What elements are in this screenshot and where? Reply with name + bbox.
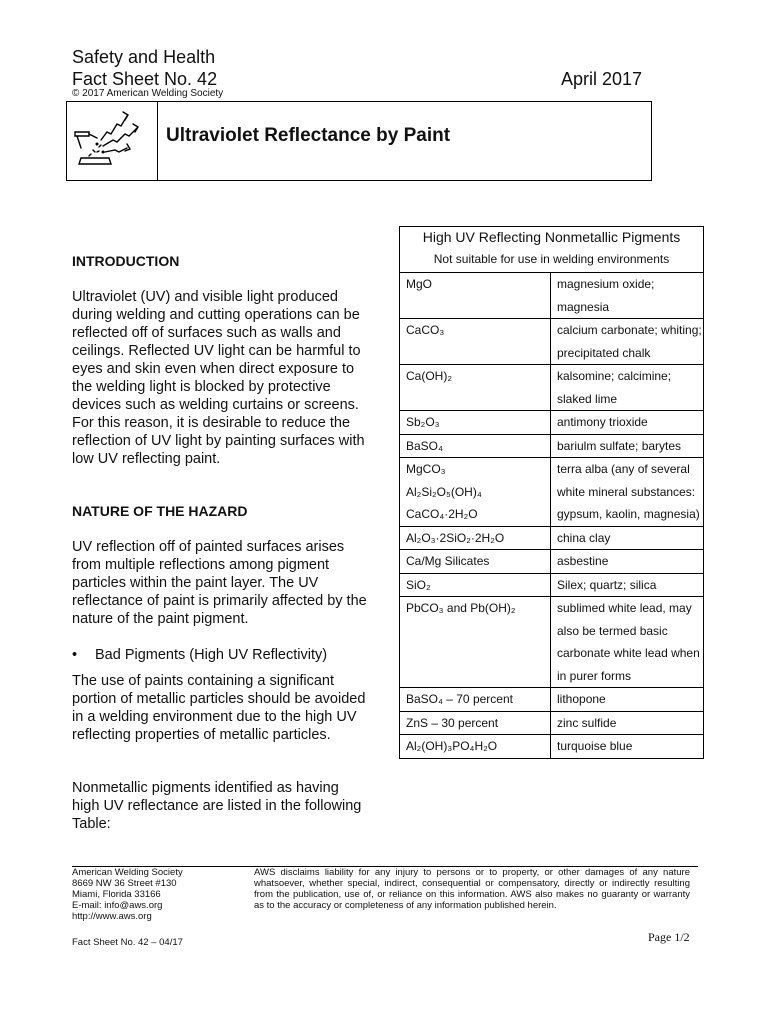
metallic-paragraph: The use of paints containing a significant portion of metallic particles should be avoided in a welding environment due to the high UV reflecting properties of metallic particles. [72, 673, 366, 743]
table-intro-paragraph: Nonmetallic pigments identified as having high UV reflectance are listed in the following Table: [72, 780, 362, 832]
footer-website: http://www.aws.org [72, 911, 152, 922]
pigment-name: kalsomine; calcimine; slaked lime [557, 369, 672, 406]
bullet-text: Bad Pigments (High UV Reflectivity) [95, 647, 328, 663]
pigment-name: terra alba (any of several white mineral substances: gypsum, kaolin, magnesia) [557, 462, 700, 521]
page-title: Ultraviolet Reflectance by Paint [166, 125, 451, 146]
pigment-formula: Al₂O₃·2SiO₂·2H₂O [400, 527, 551, 550]
pigment-formula: MgO [400, 273, 551, 318]
pigment-formula: BaSO₄ [400, 435, 551, 458]
pigment-name: zinc sulfide [557, 715, 617, 730]
hazard-heading: NATURE OF THE HAZARD [72, 503, 248, 519]
page-number: Page 1/2 [648, 930, 690, 944]
fact-sheet-number: Fact Sheet No. 42 [72, 69, 218, 89]
pigment-name: magnesium oxide; magnesia [557, 277, 655, 314]
copyright: © 2017 American Welding Society [72, 88, 224, 99]
pigment-name: asbestine [557, 554, 609, 568]
table-row [400, 712, 703, 736]
pigment-name: bariulm sulfate; barytes [557, 438, 682, 453]
pigments-table [399, 226, 704, 759]
pigment-name: sublimed white lead, may also be termed basic carbonate white lead when in purer forms [557, 601, 700, 683]
publication-date: April 2017 [561, 69, 643, 89]
pigment-formula: PbCO₃ and Pb(OH)₂ [400, 597, 551, 687]
intro-heading: INTRODUCTION [72, 253, 180, 269]
series-title: Safety and Health [72, 47, 216, 67]
title-box [66, 101, 652, 181]
pigment-formula: CaCO₃ [400, 319, 551, 364]
table-row [400, 365, 703, 411]
table-row [400, 550, 703, 574]
pigment-formula: Ca(OH)₂ [400, 365, 551, 410]
footer-email: E-mail: info@aws.org [72, 900, 163, 911]
footer-address [72, 867, 183, 922]
table-row [400, 574, 703, 598]
pigment-formula: BaSO₄ – 70 percent [400, 688, 551, 711]
table-row [400, 411, 703, 435]
pigment-name: antimony trioxide [557, 415, 648, 429]
pigment-name: lithopone [557, 692, 606, 706]
hazard-paragraph: UV reflection off of painted surfaces arises from multiple reflections among pigment particles within the paint layer. The UV reflectance of paint is primarily affected by the nature of the paint pigment. [72, 539, 367, 627]
welding-arc-icon [67, 102, 158, 180]
table-subtitle: Not suitable for use in welding environments [400, 246, 703, 273]
table-row [400, 688, 703, 712]
table-row [400, 435, 703, 459]
pigment-formula: ZnS – 30 percent [400, 712, 551, 735]
bullet-dot-icon: • [72, 647, 78, 663]
pigment-formula: MgCO₃ Al₂Si₂O₅(OH)₄ CaCO₄·2H₂O [400, 458, 551, 526]
footer-org: American Welding Society [72, 867, 183, 878]
pigment-formula: Sb₂O₃ [400, 411, 551, 434]
pigment-formula: Ca/Mg Silicates [400, 550, 551, 573]
footer-address-line2: Miami, Florida 33166 [72, 889, 161, 900]
pigment-formula: SiO₂ [400, 574, 551, 597]
footer-code: Fact Sheet No. 42 – 04/17 [72, 937, 183, 948]
bullet-item [72, 646, 367, 664]
pigment-name: calcium carbonate; whiting; precipitated chalk [557, 323, 702, 360]
table-row [400, 319, 703, 365]
footer-disclaimer: AWS disclaims liability for any injury to persons or to property, or other damages of any nature whatsoever, whether special, indirect, consequential or compensatory, directly or indirectly resulting from the publication, use of, or reliance on this information. AWS also makes no guaranty or warranty as to the accuracy or completeness of any information published herein. [254, 867, 690, 911]
table-row [400, 458, 703, 527]
table-row [400, 273, 703, 319]
table-row [400, 597, 703, 688]
pigment-name: china clay [557, 530, 611, 545]
table-row [400, 735, 703, 758]
table-row [400, 527, 703, 551]
pigment-name: Silex; quartz; silica [557, 577, 657, 592]
pigment-name: turquoise blue [557, 739, 633, 753]
pigment-formula: Al₂(OH)₃PO₄H₂O [400, 735, 551, 758]
table-title: High UV Reflecting Nonmetallic Pigments [422, 229, 681, 245]
footer-address-line1: 8669 NW 36 Street #130 [72, 878, 177, 889]
intro-paragraph: Ultraviolet (UV) and visible light produced during welding and cutting operations can be reflected off of surfaces such as walls and ceilings. Reflected UV light can be harmful to eyes and skin even when direct exposure to the welding light is blocked by protective devices such as welding curtains or screens. For this reason, it is desirable to reduce the reflection of UV light by painting surfaces with low UV reflecting paint. [72, 289, 365, 467]
